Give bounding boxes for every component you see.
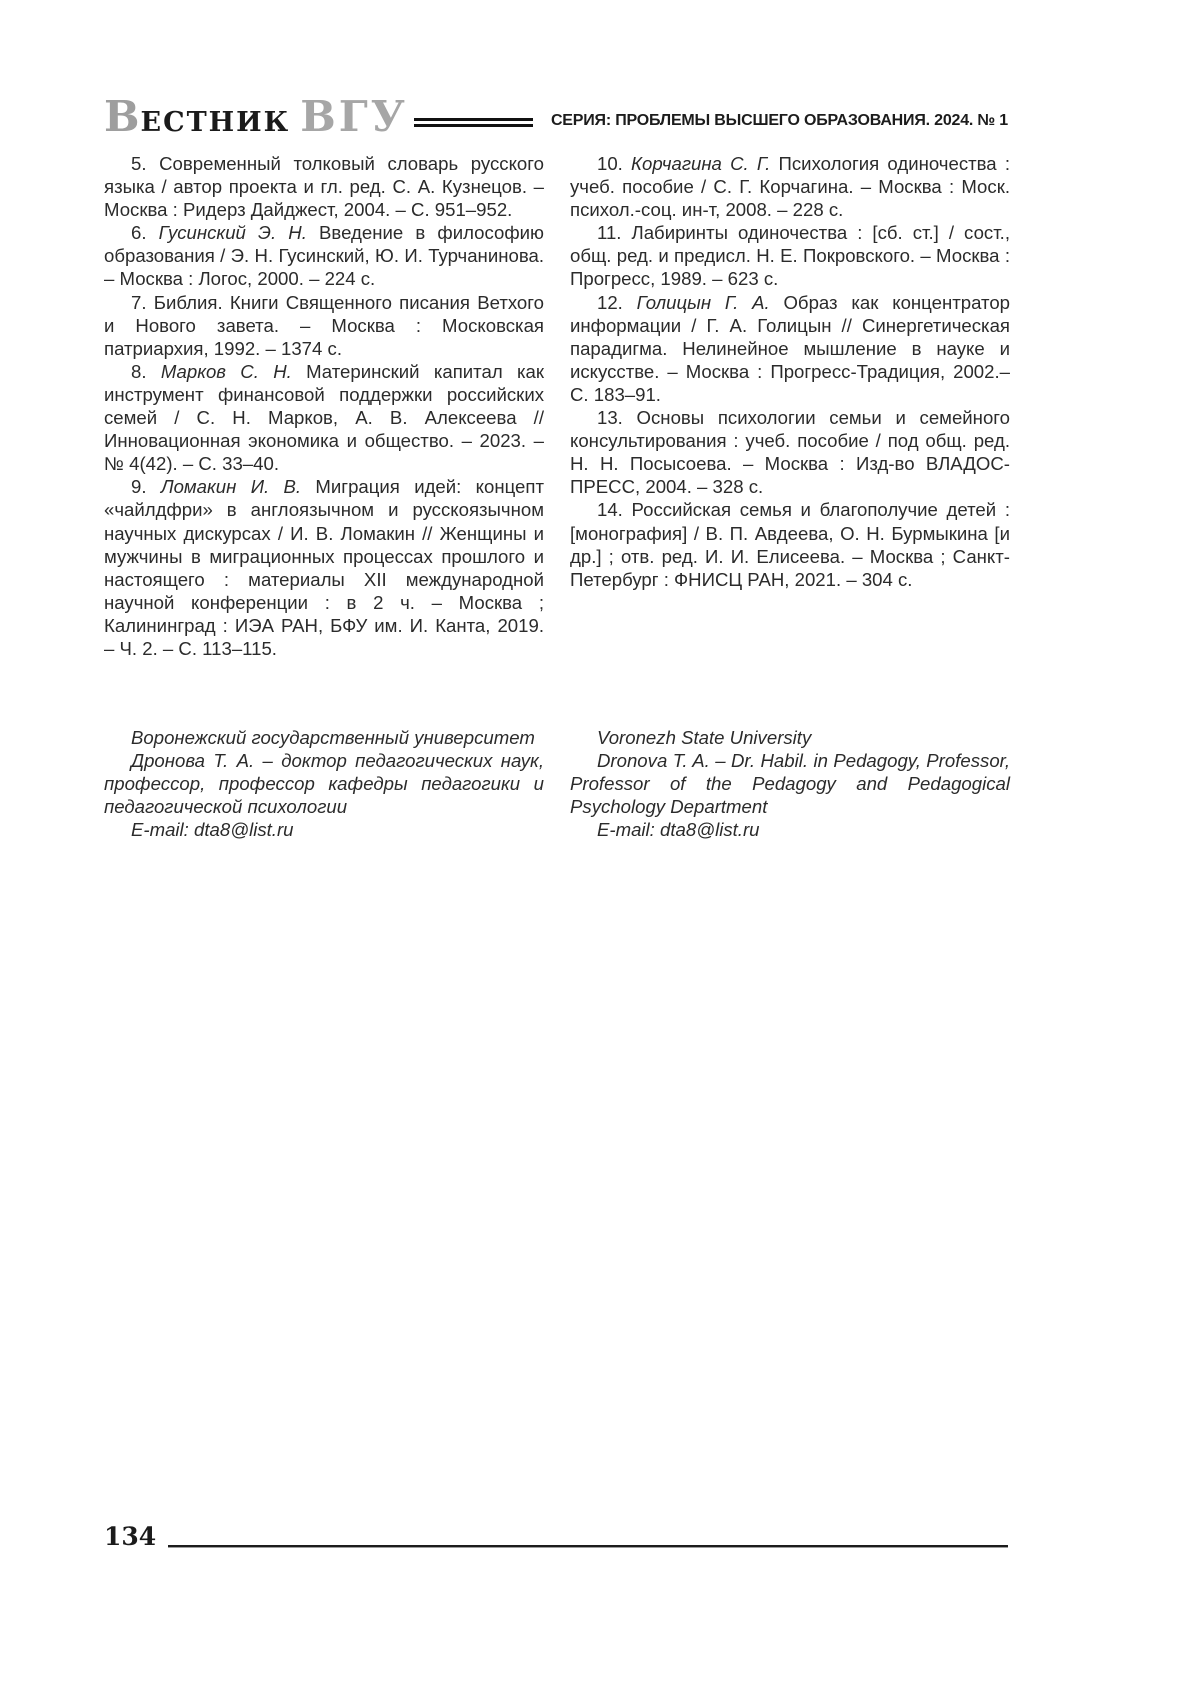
reference-item — [570, 291, 1010, 406]
author-block-russian — [104, 726, 544, 841]
logo-university-abbr: ВГУ — [300, 92, 408, 141]
reference-item — [104, 475, 544, 660]
reference-text: Введение в философию образования / Э. Н. Гусинский, Ю. И. Турчанинова. – Москва : Логос, 2000. – 224 с. — [104, 222, 544, 290]
author-affiliation-en: Voronezh State University — [597, 727, 812, 749]
reference-text: Современный толковый словарь русского языка / автор проекта и гл. ред. С. А. Кузнецов. – Москва : Ридерз Дайджест, 2004. – С. 951–952. — [104, 153, 544, 221]
reference-number: 12. — [597, 291, 637, 313]
reference-text: Миграция идей: концепт «чайлдфри» в англоязычном и русскоязычном научных дискурсах / И. В. Ломакин // Женщины и мужчины в миграционных процессах прошлого и настоящего : материалы XII международной научной конференции : в 2 ч. – Москва ; Калининград : ИЭА РАН, БФУ им. И. Канта, 2019. – Ч. 2. – С. 113–115. — [104, 476, 544, 659]
reference-number: 13. — [597, 407, 637, 429]
page-footer — [104, 1524, 1008, 1549]
references-column-right — [570, 152, 1010, 660]
authors-section — [104, 726, 1010, 841]
page-header — [104, 92, 1008, 141]
reference-item — [570, 221, 1010, 290]
reference-number: 6. — [131, 222, 159, 244]
logo-initial-letter: В — [104, 92, 141, 141]
author-affiliation-ru: Воронежский государственный университет — [131, 727, 535, 749]
reference-text: Образ как концентратор информации / Г. А. Голицын // Синергетическая парадигма. Нелинейное мышление в науке и искусстве. – Москва : Прогресс-Традиция, 2002.– С. 183–91. — [570, 291, 1011, 405]
reference-number: 9. — [131, 476, 161, 498]
author-email-ru: E-mail: dta8@list.ru — [131, 819, 294, 841]
footer-rule — [168, 1544, 1008, 1548]
reference-item — [104, 221, 544, 290]
header-double-rule — [414, 118, 533, 127]
reference-item — [570, 152, 1010, 221]
reference-item — [104, 360, 544, 475]
reference-text: Основы психологии семьи и семейного консультирования : учеб. пособие / под общ. ред. Н. Н. Посысоева. – Москва : Изд-во ВЛАДОС-ПРЕСС, 2004. – 328 с. — [570, 407, 1011, 498]
reference-text: Материнский капитал как инструмент финансовой поддержки российских семей / С. Н. Марков, А. В. Алексеева // Инновационная экономика и общество. – 2023. – № 4(42). – С. 33–40. — [104, 360, 544, 475]
reference-author: Марков С. Н. — [160, 360, 307, 382]
logo-word-rest: ЕСТНИК — [140, 107, 291, 138]
author-bio-en: Dronova T. A. – Dr. Habil. in Pedagogy, Professor, Professor of the Pedagogy and Pedagogical Psychology Department — [570, 750, 1010, 818]
reference-number: 11. — [597, 222, 632, 244]
author-email-en: E-mail: dta8@list.ru — [597, 819, 760, 841]
reference-item — [570, 498, 1010, 590]
series-title: СЕРИЯ: ПРОБЛЕМЫ ВЫСШЕГО ОБРАЗОВАНИЯ. 2024. № 1 — [550, 112, 1008, 129]
reference-number: 7. — [131, 291, 154, 313]
reference-number: 5. — [131, 153, 160, 174]
reference-text: Лабиринты одиночества : [сб. ст.] / сост., общ. ред. и предисл. Н. Е. Покровского. – Москва : Прогресс, 1989. – 623 с. — [570, 222, 1010, 290]
reference-text: Психология одиночества : учеб. пособие / С. Г. Корчагина. – Москва : Моск. психол.-соц. ин-т, 2008. – 228 с. — [570, 153, 1010, 221]
reference-item — [570, 406, 1010, 498]
reference-author: Ломакин И. В. — [160, 476, 316, 498]
author-bio-ru: Дронова Т. А. – доктор педагогических наук, профессор, профессор кафедры педагогики и педагогической психологии — [104, 750, 544, 818]
references-column-left — [104, 152, 544, 660]
references-section — [104, 152, 1010, 660]
reference-author: Корчагина С. Г. — [631, 153, 779, 174]
reference-text: Библия. Книги Священного писания Ветхого и Нового завета. – Москва : Московская патриархия, 1992. – 1374 с. — [104, 291, 544, 359]
reference-text: Российская семья и благополучие детей : [монография] / В. П. Авдеева, О. Н. Бурмыкина [и др.] ; отв. ред. И. И. Елисеева. – Москва ; Санкт-Петербург : ФНИСЦ РАН, 2021. – 304 с. — [570, 499, 1010, 590]
journal-logo — [104, 92, 408, 141]
reference-author: Голицын Г. А. — [636, 291, 784, 313]
page-content — [104, 152, 1010, 842]
reference-author: Гусинский Э. Н. — [158, 222, 320, 244]
author-block-english — [570, 726, 1010, 841]
reference-number: 14. — [597, 499, 632, 521]
reference-number: 10. — [597, 153, 632, 174]
page-number: 134 — [104, 1522, 157, 1551]
reference-item — [104, 291, 544, 360]
reference-number: 8. — [131, 360, 161, 382]
reference-item — [104, 152, 544, 221]
